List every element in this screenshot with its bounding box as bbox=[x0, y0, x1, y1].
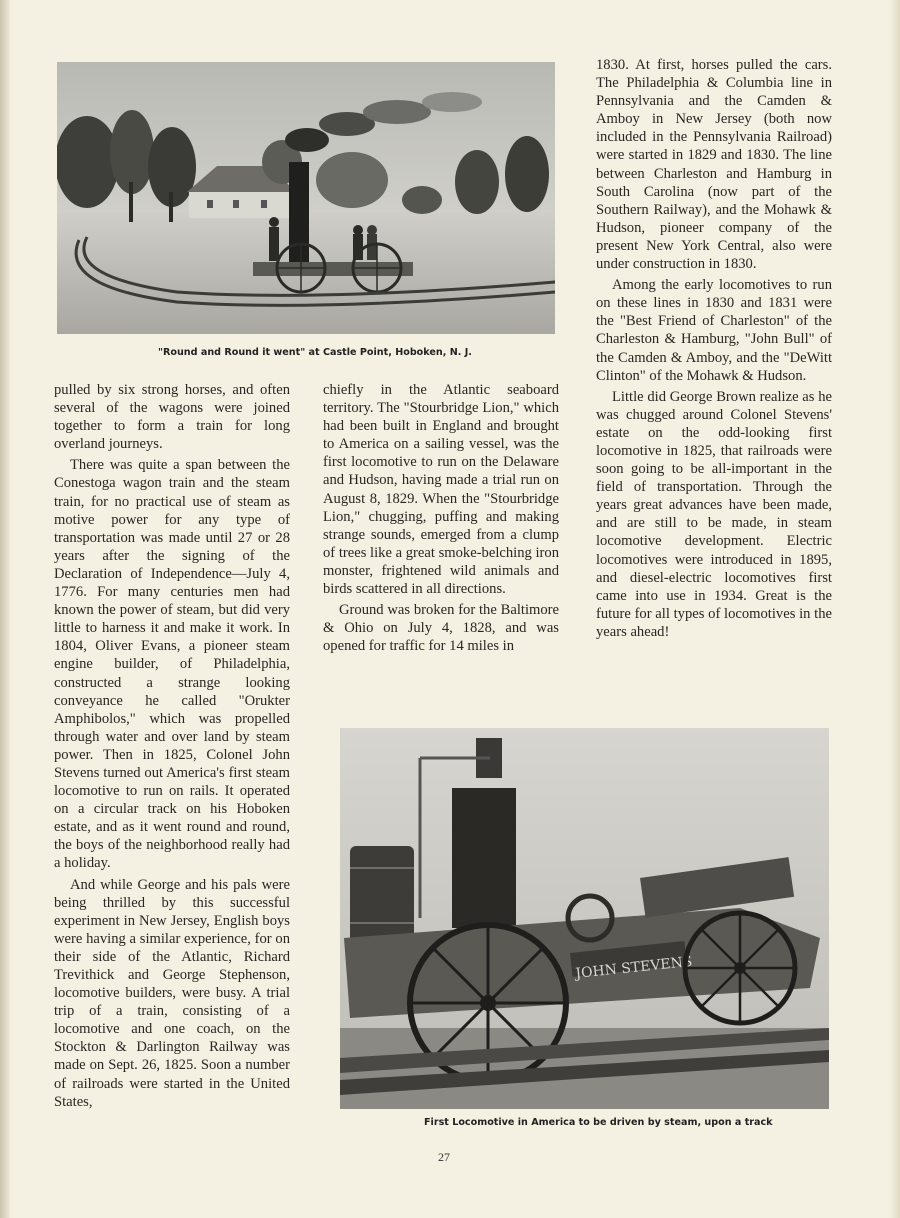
paragraph: And while George and his pals were being thrilled by this successful experiment in New Jersey, English boys were having a similar experience, for on their side of the Atlantic, Richard Trevithick and George Stephenson, locomotive builders, were busy. A trial trip of a train, consisting of a locomotive and one coach, on the Stockton & Darlington Railway was made on Sept. 26, 1825. Soon a number of railroads were started in the United States, bbox=[54, 876, 290, 1110]
page-edge bbox=[890, 0, 900, 1218]
text-column-2 bbox=[323, 381, 559, 655]
bottom-photo-caption: First Locomotive in America to be driven by steam, upon a track bbox=[424, 1117, 773, 1128]
paragraph: 1830. At first, horses pulled the cars. The Philadelphia & Columbia line in Pennsylvania and the Camden & Amboy in New Jersey (both now included in the Pennsylvania Railroad) were started in 1829 and 1830. The line between Charleston and Hamburg in South Carolina (now part of the Southern Railway), and the Mohawk & Hudson, pioneer company of the present New York Central, also were under construction in 1830. bbox=[596, 57, 832, 273]
paragraph: Among the early locomotives to run on these lines in 1830 and 1831 were the "Best Friend of Charleston" of the Charleston & Hamburg, "John Bull" of the Camden & Amboy, and the "DeWitt Clinton" of the Mohawk & Hudson. bbox=[596, 277, 832, 384]
paragraph: Little did George Brown realize as he was chugged around Colonel Stevens' estate on the odd-looking first locomotive in 1825, that railroads were soon going to be all-important in the field of transportation. Through the years great advances have been made, and are still to be made, in steam locomotive development. Electric locomotives were introduced in 1895, and diesel-electric locomotives first came into use in 1934. Great is the future for all types of locomotives in the years ahead! bbox=[596, 388, 832, 640]
top-photo-caption: "Round and Round it went" at Castle Point, Hoboken, N. J. bbox=[158, 347, 472, 358]
locomotive-name-plate: JOHN STEVENS bbox=[574, 953, 694, 982]
castle-point-illustration bbox=[57, 62, 555, 334]
paragraph: pulled by six strong horses, and often several of the wagons were joined together to form a train for long overland journeys. bbox=[54, 382, 290, 453]
john-stevens-locomotive-photo bbox=[340, 728, 829, 1109]
paragraph: chiefly in the Atlantic seaboard territory. The "Stourbridge Lion," which had been built in England and brought to America on a sailing vessel, was the first locomotive to run on the Delaware and Hudson, having made a trial run on August 8, 1829. When the "Stourbridge Lion," chugging, puffing and making strange sounds, emerged from a clump of trees like a great smoke-belching iron monster, frightened wild animals and birds scattered in all directions. bbox=[323, 382, 559, 598]
text-column-3 bbox=[596, 56, 832, 641]
page-binding-shadow bbox=[0, 0, 10, 1218]
text-column-1 bbox=[54, 381, 290, 1111]
paragraph: There was quite a span between the Conestoga wagon train and the steam train, for no practical use of steam as motive power for any type of transportation was made until 27 or 28 years after the signing of the Declaration of Independence—July 4, 1776. For many centuries men had known the power of steam, but did very little to harness it and make it work. In 1804, Oliver Evans, a pioneer steam engine builder, of Philadelphia, constructed a strange looking conveyance he called "Orukter Amphibolos," which was propelled through water and over land by steam power. Then in 1825, Colonel John Stevens turned out America's first steam locomotive to run on rails. It operated on a circular track on his Hoboken estate, and as it went round and round, the boys of the neighborhood really had a holiday. bbox=[54, 457, 290, 872]
page-number: 27 bbox=[438, 1150, 450, 1164]
paragraph: Ground was broken for the Baltimore & Ohio on July 4, 1828, and was opened for traffic for 14 miles in bbox=[323, 602, 559, 655]
